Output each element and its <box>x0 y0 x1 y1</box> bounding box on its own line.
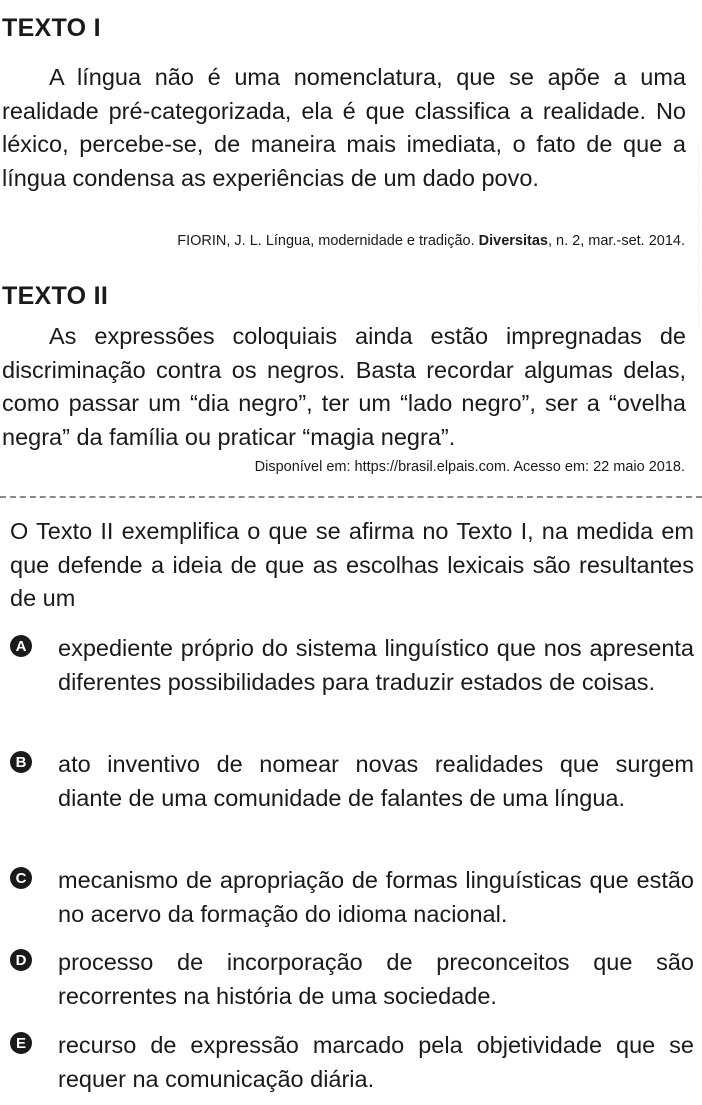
option-b-letter-icon: B <box>10 751 32 773</box>
option-a[interactable] <box>10 632 694 699</box>
option-a-letter-icon: A <box>10 635 32 657</box>
option-c-letter-icon: C <box>10 867 32 889</box>
option-e-letter-icon: E <box>10 1032 32 1054</box>
option-d-letter-icon: D <box>10 949 32 971</box>
side-margin-strip <box>692 0 702 470</box>
option-a-text: expediente próprio do sistema linguístico que nos apresenta diferentes possibilidades para traduzir estados de coisas. <box>58 635 694 695</box>
texto1-body: A língua não é uma nomenclatura, que se apõe a uma realidade pré-categorizada, ela é que classifica a realidade. No léxico, percebe-se, de maneira mais imediata, o fato de que a língua condensa as experiências de um dado povo. <box>2 64 686 191</box>
texto1-citation <box>177 233 685 249</box>
citation-journal: Diversitas <box>478 233 548 249</box>
texto2-body: As expressões coloquiais ainda estão impregnadas de discriminação contra os negros. Basta recordar algumas delas, como passar um “dia negro”, ter um “lado negro”, ser a “ovelha negra” da família ou praticar “magia negra”. <box>2 323 686 450</box>
option-d-text: processo de incorporação de preconceitos que são recorrentes na história de uma sociedade. <box>58 949 694 1009</box>
option-e[interactable] <box>10 1029 694 1096</box>
option-c-text: mecanismo de apropriação de formas linguísticas que estão no acervo da formação do idioma nacional. <box>58 867 694 927</box>
texto2-heading: TEXTO II <box>2 282 109 310</box>
texto1-heading: TEXTO I <box>2 14 101 42</box>
option-b-text: ato inventivo de nomear novas realidades que surgem diante de uma comunidade de falantes de uma língua. <box>58 751 694 811</box>
citation-details: , n. 2, mar.-set. 2014. <box>547 233 685 249</box>
option-d[interactable] <box>10 946 694 1013</box>
option-e-text: recurso de expressão marcado pela objetividade que se requer na comunicação diária. <box>58 1032 694 1092</box>
texto2-citation: Disponível em: https://brasil.elpais.com. Acesso em: 22 maio 2018. <box>254 459 685 475</box>
citation-text: FIORIN, J. L. Língua, modernidade e tradição. <box>177 233 479 249</box>
side-margin-text: . . . . . . . . . . . . . . . . . . . . . . . . . . . . . . . . . . . . . . . . . . . . . . . . . . . . . . . . . . . . . . . . . . . . . . . . . . . . . . . . . . . . . <box>694 141 700 329</box>
section-divider <box>0 496 702 498</box>
option-c[interactable] <box>10 864 694 931</box>
question-stem: O Texto II exemplifica o que se afirma no Texto I, na medida em que defende a ideia de que as escolhas lexicais são resultantes de um <box>10 518 694 611</box>
option-b[interactable] <box>10 748 694 815</box>
